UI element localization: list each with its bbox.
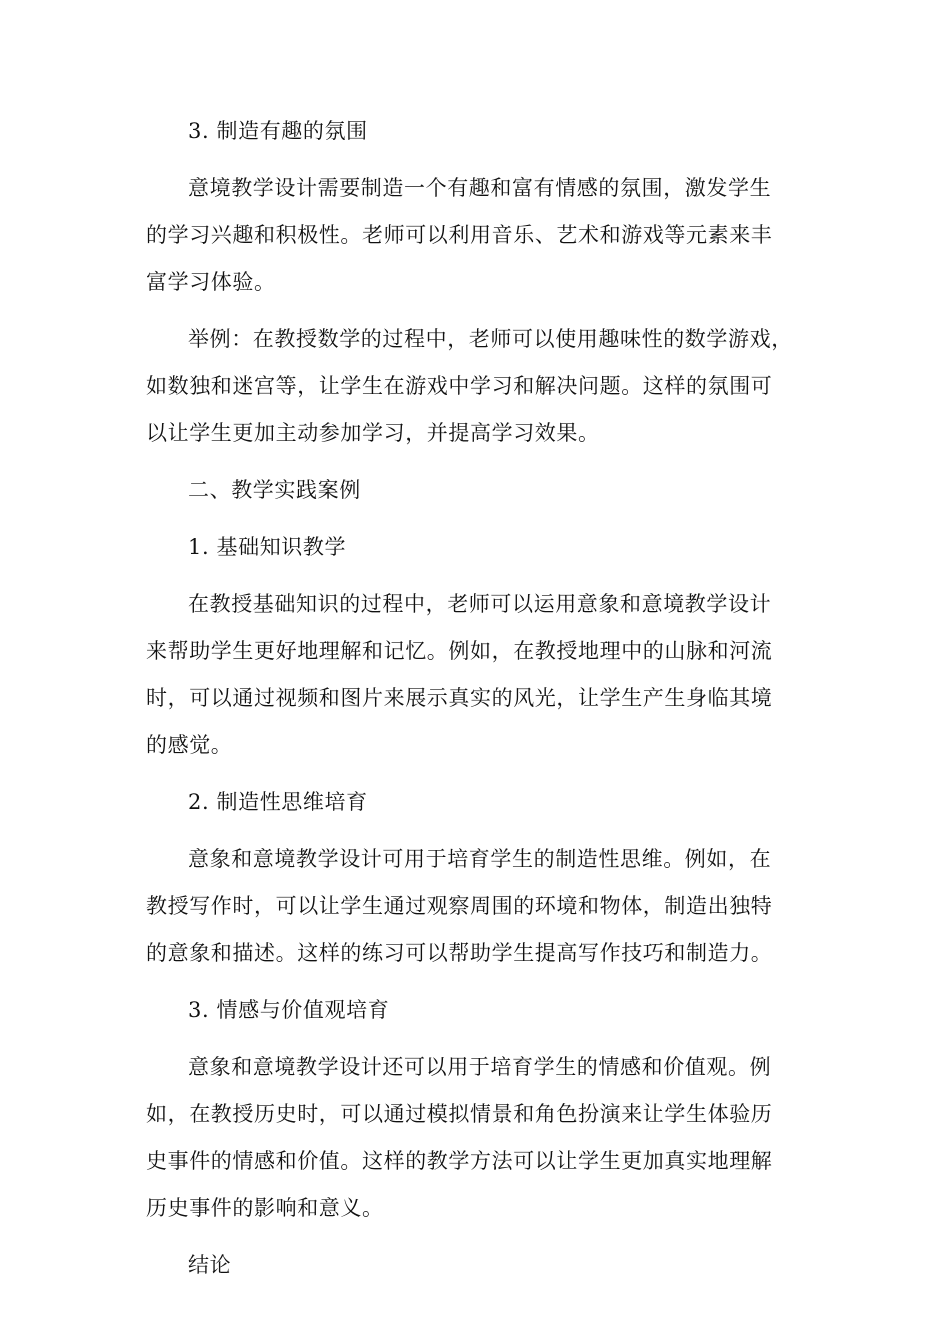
paragraph-line: 如数独和迷宫等，让学生在游戏中学习和解决问题。这样的氛围可 [146, 374, 773, 398]
section-heading: 3. 制造有趣的氛围 [188, 119, 368, 143]
paragraph-line: 意象和意境教学设计可用于培育学生的制造性思维。例如，在 [188, 847, 772, 871]
document-body [146, 108, 806, 1289]
section-heading: 二、教学实践案例 [188, 478, 361, 502]
paragraph-line: 富学习体验。 [146, 270, 276, 294]
paragraph-line: 的学习兴趣和积极性。老师可以利用音乐、艺术和游戏等元素来丰 [146, 223, 773, 247]
paragraph-line: 教授写作时，可以让学生通过观察周围的环境和物体，制造出独特 [146, 894, 773, 918]
paragraph-line: 历史事件的影响和意义。 [146, 1196, 384, 1220]
paragraph [146, 1044, 806, 1232]
subsection-heading: 1. 基础知识教学 [188, 535, 347, 559]
paragraph [146, 165, 806, 306]
paragraph-line: 时，可以通过视频和图片来展示真实的风光，让学生产生身临其境 [146, 686, 773, 710]
paragraph-line: 意境教学设计需要制造一个有趣和富有情感的氛围，激发学生 [188, 176, 772, 200]
paragraph-line: 在教授基础知识的过程中，老师可以运用意象和意境教学设计 [188, 592, 772, 616]
paragraph [146, 316, 806, 457]
paragraph-line: 的感觉。 [146, 733, 233, 757]
paragraph [146, 581, 806, 769]
subsection-heading: 3. 情感与价值观培育 [188, 998, 390, 1022]
paragraph-line: 以让学生更加主动参加学习，并提高学习效果。 [146, 421, 600, 445]
paragraph-line: 举例：在教授数学的过程中，老师可以使用趣味性的数学游戏， [188, 327, 793, 351]
paragraph-line: 意象和意境教学设计还可以用于培育学生的情感和价值观。例 [188, 1055, 772, 1079]
paragraph-line: 来帮助学生更好地理解和记忆。例如，在教授地理中的山脉和河流 [146, 639, 773, 663]
paragraph-line: 史事件的情感和价值。这样的教学方法可以让学生更加真实地理解 [146, 1149, 773, 1173]
paragraph-line: 如，在教授历史时，可以通过模拟情景和角色扮演来让学生体验历 [146, 1102, 773, 1126]
conclusion-heading: 结论 [188, 1253, 232, 1277]
paragraph-line: 的意象和描述。这样的练习可以帮助学生提高写作技巧和制造力。 [146, 941, 773, 965]
subsection-heading: 2. 制造性思维培育 [188, 790, 368, 814]
paragraph [146, 836, 806, 977]
